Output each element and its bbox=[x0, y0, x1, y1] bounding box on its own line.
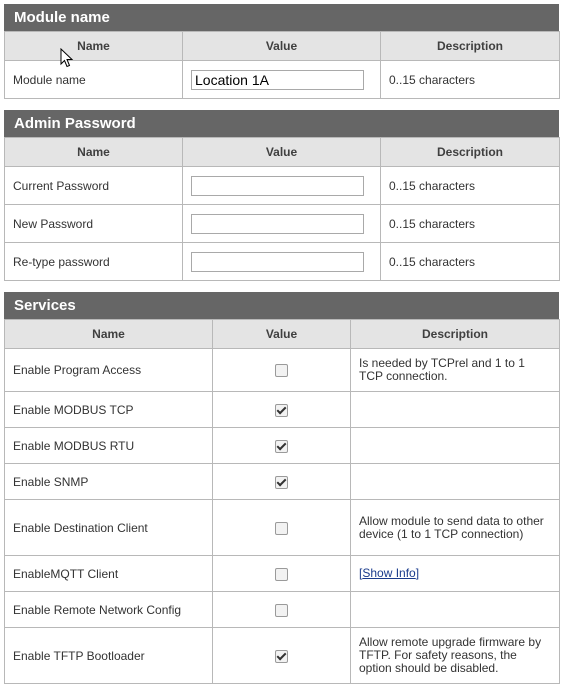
row-label: Enable Destination Client bbox=[5, 500, 213, 556]
col-header-value: Value bbox=[213, 320, 351, 349]
table-row bbox=[5, 628, 560, 684]
section-title: Module name bbox=[4, 4, 559, 31]
module-name-section bbox=[4, 4, 559, 99]
row-label: New Password bbox=[5, 205, 183, 243]
col-header-value: Value bbox=[183, 138, 381, 167]
row-label: EnableMQTT Client bbox=[5, 556, 213, 592]
admin-password-section bbox=[4, 110, 559, 281]
mouse-pointer-icon bbox=[60, 48, 74, 68]
bracket-close: ] bbox=[415, 566, 420, 580]
row-label: Enable TFTP Bootloader bbox=[5, 628, 213, 684]
module-name-table bbox=[4, 31, 560, 99]
table-row bbox=[5, 243, 560, 281]
col-header-description: Description bbox=[351, 320, 560, 349]
value-cell bbox=[183, 243, 381, 281]
row-description: 0..15 characters bbox=[381, 61, 560, 99]
row-description: 0..15 characters bbox=[381, 167, 560, 205]
table-row bbox=[5, 428, 560, 464]
enable-modbus-tcp-checkbox[interactable] bbox=[275, 404, 288, 417]
value-cell bbox=[213, 428, 351, 464]
value-cell bbox=[213, 464, 351, 500]
table-row bbox=[5, 592, 560, 628]
value-cell bbox=[213, 556, 351, 592]
enable-modbus-rtu-checkbox[interactable] bbox=[275, 440, 288, 453]
bracket-open: [ bbox=[359, 566, 363, 580]
services-section bbox=[4, 292, 559, 684]
table-row bbox=[5, 205, 560, 243]
row-label: Enable SNMP bbox=[5, 464, 213, 500]
value-cell bbox=[213, 392, 351, 428]
enable-snmp-checkbox[interactable] bbox=[275, 476, 288, 489]
value-cell bbox=[183, 205, 381, 243]
services-table bbox=[4, 319, 560, 684]
row-description bbox=[351, 428, 560, 464]
row-label: Module name bbox=[5, 61, 183, 99]
table-row bbox=[5, 349, 560, 392]
row-label: Enable MODBUS TCP bbox=[5, 392, 213, 428]
enable-tftp-bootloader-checkbox[interactable] bbox=[275, 650, 288, 663]
enable-mqtt-client-checkbox[interactable] bbox=[275, 568, 288, 581]
row-description: Allow remote upgrade firmware by TFTP. For safety reasons, the option should be disabled. bbox=[351, 628, 560, 684]
section-title: Admin Password bbox=[4, 110, 559, 137]
table-row bbox=[5, 167, 560, 205]
table-row bbox=[5, 61, 560, 99]
col-header-name: Name bbox=[5, 138, 183, 167]
enable-remote-network-config-checkbox[interactable] bbox=[275, 604, 288, 617]
retype-password-input[interactable] bbox=[191, 252, 364, 272]
value-cell bbox=[213, 500, 351, 556]
row-label: Enable Program Access bbox=[5, 349, 213, 392]
value-cell bbox=[213, 628, 351, 684]
module-name-input[interactable] bbox=[191, 70, 364, 90]
section-title: Services bbox=[4, 292, 559, 319]
row-label: Current Password bbox=[5, 167, 183, 205]
col-header-description: Description bbox=[381, 32, 560, 61]
row-description bbox=[351, 392, 560, 428]
row-description bbox=[351, 556, 560, 592]
new-password-input[interactable] bbox=[191, 214, 364, 234]
enable-destination-client-checkbox[interactable] bbox=[275, 522, 288, 535]
table-row bbox=[5, 392, 560, 428]
admin-password-table bbox=[4, 137, 560, 281]
value-cell bbox=[183, 167, 381, 205]
row-label: Enable MODBUS RTU bbox=[5, 428, 213, 464]
value-cell bbox=[183, 61, 381, 99]
col-header-name: Name bbox=[5, 32, 183, 61]
row-description bbox=[351, 464, 560, 500]
value-cell bbox=[213, 349, 351, 392]
row-label: Re-type password bbox=[5, 243, 183, 281]
enable-program-access-checkbox[interactable] bbox=[275, 364, 288, 377]
table-row bbox=[5, 464, 560, 500]
col-header-value: Value bbox=[183, 32, 381, 61]
col-header-name: Name bbox=[5, 320, 213, 349]
value-cell bbox=[213, 592, 351, 628]
row-description: Allow module to send data to other device (1 to 1 TCP connection) bbox=[351, 500, 560, 556]
row-description: Is needed by TCPrel and 1 to 1 TCP connection. bbox=[351, 349, 560, 392]
table-row bbox=[5, 500, 560, 556]
row-description bbox=[351, 592, 560, 628]
current-password-input[interactable] bbox=[191, 176, 364, 196]
table-row bbox=[5, 556, 560, 592]
row-label: Enable Remote Network Config bbox=[5, 592, 213, 628]
col-header-description: Description bbox=[381, 138, 560, 167]
row-description: 0..15 characters bbox=[381, 243, 560, 281]
row-description: 0..15 characters bbox=[381, 205, 560, 243]
show-info-link[interactable]: Show Info bbox=[362, 566, 416, 580]
